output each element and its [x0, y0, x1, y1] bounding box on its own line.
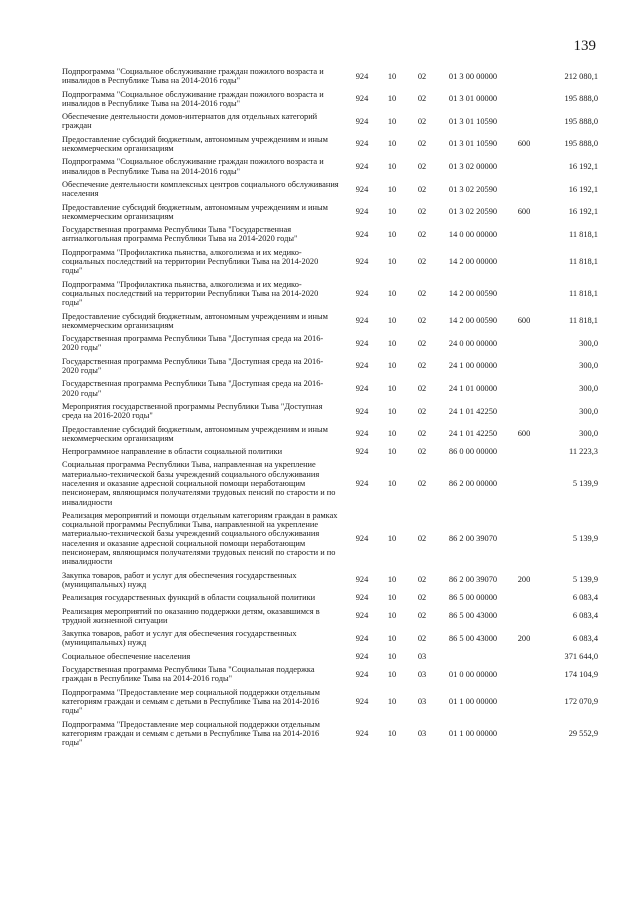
row-target: 24 1 01 00000 [448, 383, 498, 393]
table-row [62, 446, 598, 459]
row-amount: 172 070,9 [564, 696, 598, 706]
row-expense-type [509, 719, 539, 751]
table-row [62, 224, 598, 247]
row-target: 86 5 00 43000 [448, 611, 498, 621]
row-subsection: 03 [417, 728, 427, 738]
row-subsection: 02 [417, 534, 427, 544]
row-expense-type [509, 664, 539, 687]
row-target: 86 2 00 00000 [448, 478, 498, 488]
row-name: Подпрограмма "Профилактика пьянства, алкоголизма и их медико-социальных последствий на территории Республики Тыва на 2014-2020 годы" [62, 247, 319, 276]
table-row [62, 156, 598, 179]
row-target: 24 0 00 00000 [448, 338, 498, 348]
row-subsection: 02 [417, 406, 427, 416]
page-number: 139 [573, 38, 596, 54]
table-row [62, 333, 598, 356]
row-target: 86 2 00 39070 [448, 534, 498, 544]
row-section: 10 [387, 651, 397, 661]
table-row [62, 356, 598, 379]
row-subsection: 02 [417, 207, 427, 217]
row-expense-type [509, 592, 539, 605]
row-ministry: 924 [355, 429, 369, 439]
row-subsection: 02 [417, 184, 427, 194]
row-amount: 212 080,1 [564, 71, 598, 81]
row-expense-type [509, 606, 539, 629]
row-name: Реализация мероприятий по оказанию поддержки детям, оказавшимся в трудной жизненной ситуации [62, 606, 320, 625]
row-name: Реализация мероприятий и помощи отдельным категориям граждан в рамках социальной программы Республики Тыва, направленной на укрепление материально-технической базы учреждений социального обслуживания населения и оказание адресной социальной помощи неработающим пенсионерам, являющимся получателями трудовых пенсий по старости и по инвалидности [62, 510, 338, 567]
row-target: 24 1 00 00000 [448, 361, 498, 371]
row-target: 86 0 00 00000 [448, 447, 498, 457]
row-target: 01 3 01 00000 [448, 94, 498, 104]
row-subsection: 02 [417, 94, 427, 104]
row-target: 01 0 00 00000 [448, 669, 498, 679]
row-name: Предоставление субсидий бюджетным, автономным учреждениям и иным некоммерческим организациям [62, 202, 328, 221]
row-expense-type [509, 378, 539, 401]
row-section: 10 [387, 633, 397, 643]
row-section: 10 [387, 116, 397, 126]
row-subsection: 02 [417, 611, 427, 621]
table-row [62, 89, 598, 112]
row-target: 01 3 01 10590 [448, 116, 498, 126]
row-section: 10 [387, 338, 397, 348]
row-amount: 5 139,9 [572, 575, 598, 585]
row-name: Подпрограмма "Предоставление мер социальной поддержки отдельным категориям граждан и семьям с детьми в Республике Тыва на 2014-2016 годы" [62, 719, 320, 748]
row-ministry: 924 [355, 207, 369, 217]
row-target: 14 2 00 00000 [448, 257, 498, 267]
row-ministry: 924 [355, 162, 369, 172]
row-target: 14 0 00 00000 [448, 229, 498, 239]
row-amount: 195 888,0 [564, 94, 598, 104]
row-section: 10 [387, 593, 397, 603]
row-ministry: 924 [355, 633, 369, 643]
row-amount: 6 083,4 [572, 593, 598, 603]
table-row [62, 664, 598, 687]
row-name: Реализация государственных функций в области социальной политики [62, 593, 316, 603]
row-subsection: 03 [417, 651, 427, 661]
row-section: 10 [387, 575, 397, 585]
table-row [62, 687, 598, 719]
row-amount: 16 192,1 [568, 162, 598, 172]
row-subsection: 02 [417, 593, 427, 603]
row-expense-type [509, 279, 539, 311]
table-row [62, 592, 598, 605]
row-amount: 300,0 [579, 429, 598, 439]
row-name: Подпрограмма "Социальное обслуживание граждан пожилого возраста и инвалидов в Республике Тыва на 2014-2016 годы" [62, 67, 324, 86]
row-subsection: 02 [417, 447, 427, 457]
row-expense-type [509, 333, 539, 356]
row-subsection: 02 [417, 257, 427, 267]
row-amount: 11 818,1 [568, 288, 598, 298]
row-ministry: 924 [355, 669, 369, 679]
table-row [62, 606, 598, 629]
row-expense-type [509, 111, 539, 134]
row-target: 01 1 00 00000 [448, 728, 498, 738]
row-subsection: 02 [417, 162, 427, 172]
row-target: 01 3 02 00000 [448, 162, 498, 172]
table-body [62, 66, 598, 750]
row-name: Социальное обеспечение населения [62, 651, 191, 661]
row-name: Подпрограмма "Предоставление мер социальной поддержки отдельным категориям граждан и семьям с детьми в Республике Тыва на 2014-2016 годы" [62, 687, 320, 716]
row-name: Государственная программа Республики Тыва "Государственная антиалкогольная программа Республики Тыва на 2014-2020 годы" [62, 225, 298, 244]
row-ministry: 924 [355, 447, 369, 457]
row-expense-type: 600 [517, 207, 531, 217]
row-section: 10 [387, 429, 397, 439]
table-row [62, 459, 598, 509]
table-row [62, 651, 598, 664]
row-expense-type [509, 651, 539, 664]
row-ministry: 924 [355, 696, 369, 706]
row-amount: 300,0 [579, 338, 598, 348]
row-section: 10 [387, 696, 397, 706]
row-ministry: 924 [355, 575, 369, 585]
row-section: 10 [387, 406, 397, 416]
row-expense-type: 200 [517, 633, 531, 643]
row-section: 10 [387, 728, 397, 738]
row-name: Предоставление субсидий бюджетным, автономным учреждениям и иным некоммерческим организациям [62, 134, 328, 154]
row-ministry: 924 [355, 338, 369, 348]
row-expense-type [509, 179, 539, 202]
row-subsection: 02 [417, 71, 427, 81]
row-section: 10 [387, 207, 397, 217]
row-ministry: 924 [355, 534, 369, 544]
row-target: 86 5 00 43000 [448, 633, 498, 643]
row-name: Мероприятия государственной программы Республики Тыва "Доступная среда на 2016-2020 годы" [62, 401, 323, 421]
row-subsection: 03 [417, 669, 427, 679]
row-section: 10 [387, 229, 397, 239]
row-expense-type: 600 [517, 139, 531, 149]
row-subsection: 02 [417, 429, 427, 439]
row-expense-type [509, 224, 539, 247]
row-amount: 11 818,1 [568, 229, 598, 239]
row-subsection: 02 [417, 383, 427, 393]
row-section: 10 [387, 534, 397, 544]
table-row [62, 247, 598, 279]
row-subsection: 03 [417, 696, 427, 706]
row-subsection: 02 [417, 575, 427, 585]
table-row [62, 111, 598, 134]
row-expense-type: 200 [517, 575, 531, 585]
row-target: 86 2 00 39070 [448, 575, 498, 585]
row-subsection: 02 [417, 338, 427, 348]
row-target: 01 1 00 00000 [448, 696, 498, 706]
row-section: 10 [387, 162, 397, 172]
row-amount: 29 552,9 [568, 728, 598, 738]
row-target [437, 651, 509, 664]
row-name: Государственная программа Республики Тыва "Доступная среда на 2016-2020 годы" [62, 379, 324, 398]
row-ministry: 924 [355, 478, 369, 488]
row-amount: 195 888,0 [564, 116, 598, 126]
row-expense-type [509, 687, 539, 719]
row-expense-type: 600 [517, 429, 531, 439]
row-name: Подпрограмма "Профилактика пьянства, алкоголизма и их медико-социальных последствий на территории Республики Тыва на 2014-2020 годы" [62, 279, 319, 308]
row-ministry: 924 [355, 184, 369, 194]
budget-table [62, 66, 598, 750]
row-name: Подпрограмма "Социальное обслуживание граждан пожилого возраста и инвалидов в Республике Тыва на 2014-2016 годы" [62, 89, 324, 108]
row-amount: 5 139,9 [572, 478, 598, 488]
row-expense-type [509, 401, 539, 424]
row-name: Предоставление субсидий бюджетным, автономным учреждениям и иным некоммерческим организациям [62, 311, 328, 330]
row-expense-type [509, 356, 539, 379]
row-amount: 300,0 [579, 361, 598, 371]
row-section: 10 [387, 288, 397, 298]
row-target: 01 3 01 10590 [448, 139, 498, 149]
row-expense-type [509, 510, 539, 570]
row-ministry: 924 [355, 611, 369, 621]
row-ministry: 924 [355, 383, 369, 393]
row-name: Обеспечение деятельности домов-интернатов для отдельных категорий граждан [62, 112, 318, 131]
row-section: 10 [387, 94, 397, 104]
row-ministry: 924 [355, 406, 369, 416]
row-amount: 16 192,1 [568, 184, 598, 194]
row-subsection: 02 [417, 116, 427, 126]
row-section: 10 [387, 184, 397, 194]
table-row [62, 66, 598, 89]
row-amount: 11 818,1 [568, 257, 598, 267]
row-expense-type [509, 66, 539, 89]
row-subsection: 02 [417, 288, 427, 298]
row-subsection: 02 [417, 316, 427, 326]
row-name: Государственная программа Республики Тыва "Доступная среда на 2016-2020 годы" [62, 356, 324, 376]
table-row [62, 570, 598, 593]
row-expense-type: 600 [517, 316, 531, 326]
row-amount: 6 083,4 [572, 633, 598, 643]
row-subsection: 02 [417, 229, 427, 239]
table-row [62, 311, 598, 334]
row-amount: 11 818,1 [568, 316, 598, 326]
row-name: Закупка товаров, работ и услуг для обеспечения государственных (муниципальных) нужд [62, 629, 297, 648]
row-section: 10 [387, 611, 397, 621]
row-name: Подпрограмма "Социальное обслуживание граждан пожилого возраста и инвалидов в Республике Тыва на 2014-2016 годы" [62, 157, 324, 176]
row-name: Предоставление субсидий бюджетным, автономным учреждениям и иным некоммерческим организациям [62, 424, 328, 443]
row-target: 14 2 00 00590 [448, 288, 498, 298]
table-row [62, 424, 598, 447]
row-target: 01 3 02 20590 [448, 207, 498, 217]
row-ministry: 924 [355, 288, 369, 298]
row-target: 01 3 00 00000 [448, 71, 498, 81]
row-target: 86 5 00 00000 [448, 593, 498, 603]
row-ministry: 924 [355, 257, 369, 267]
row-section: 10 [387, 447, 397, 457]
table-row [62, 401, 598, 424]
row-amount: 6 083,4 [572, 611, 598, 621]
row-amount: 11 223,3 [568, 447, 598, 457]
row-target: 01 3 02 20590 [448, 184, 498, 194]
row-amount: 5 139,9 [572, 534, 598, 544]
row-ministry: 924 [355, 316, 369, 326]
row-expense-type [509, 89, 539, 112]
row-ministry: 924 [355, 116, 369, 126]
row-section: 10 [387, 139, 397, 149]
row-expense-type [509, 247, 539, 279]
row-expense-type [509, 459, 539, 509]
row-target: 24 1 01 42250 [448, 406, 498, 416]
row-ministry: 924 [355, 71, 369, 81]
row-section: 10 [387, 478, 397, 488]
row-section: 10 [387, 257, 397, 267]
table-row [62, 719, 598, 751]
row-name: Обеспечение деятельности комплексных центров социального обслуживания населения [62, 179, 339, 199]
row-expense-type [509, 156, 539, 179]
row-target: 24 1 01 42250 [448, 429, 498, 439]
table-row [62, 628, 598, 651]
row-ministry: 924 [355, 651, 369, 661]
table-row [62, 279, 598, 311]
row-amount: 16 192,1 [568, 207, 598, 217]
row-ministry: 924 [355, 94, 369, 104]
row-subsection: 02 [417, 361, 427, 371]
row-section: 10 [387, 316, 397, 326]
row-amount: 300,0 [579, 406, 598, 416]
row-name: Закупка товаров, работ и услуг для обеспечения государственных (муниципальных) нужд [62, 570, 297, 589]
row-subsection: 02 [417, 633, 427, 643]
row-amount: 300,0 [579, 383, 598, 393]
row-section: 10 [387, 361, 397, 371]
row-subsection: 02 [417, 478, 427, 488]
table-row [62, 179, 598, 202]
row-ministry: 924 [355, 728, 369, 738]
row-section: 10 [387, 383, 397, 393]
row-ministry: 924 [355, 139, 369, 149]
row-ministry: 924 [355, 361, 369, 371]
row-ministry: 924 [355, 593, 369, 603]
row-amount: 174 104,9 [564, 669, 598, 679]
table-row [62, 202, 598, 225]
row-amount: 195 888,0 [564, 139, 598, 149]
row-section: 10 [387, 669, 397, 679]
row-subsection: 02 [417, 139, 427, 149]
table-row [62, 510, 598, 570]
row-name: Социальная программа Республики Тыва, направленная на укрепление материально-технической базы учреждений социального обслуживания населения и оказание адресной социальной помощи неработающим пенсионерам, являющимся получателями трудовых пенсий по старости и по инвалидности [62, 460, 336, 507]
row-amount: 371 644,0 [564, 651, 598, 661]
table-row [62, 378, 598, 401]
row-expense-type [509, 446, 539, 459]
row-name: Государственная программа Республики Тыва "Доступная среда на 2016-2020 годы" [62, 334, 324, 353]
row-name: Непрограммное направление в области социальной политики [62, 447, 283, 457]
table-row [62, 134, 598, 157]
row-name: Государственная программа Республики Тыва "Социальная поддержка граждан в Республике Тыва на 2014-2016 годы" [62, 665, 315, 684]
row-ministry: 924 [355, 229, 369, 239]
row-target: 14 2 00 00590 [448, 316, 498, 326]
row-section: 10 [387, 71, 397, 81]
